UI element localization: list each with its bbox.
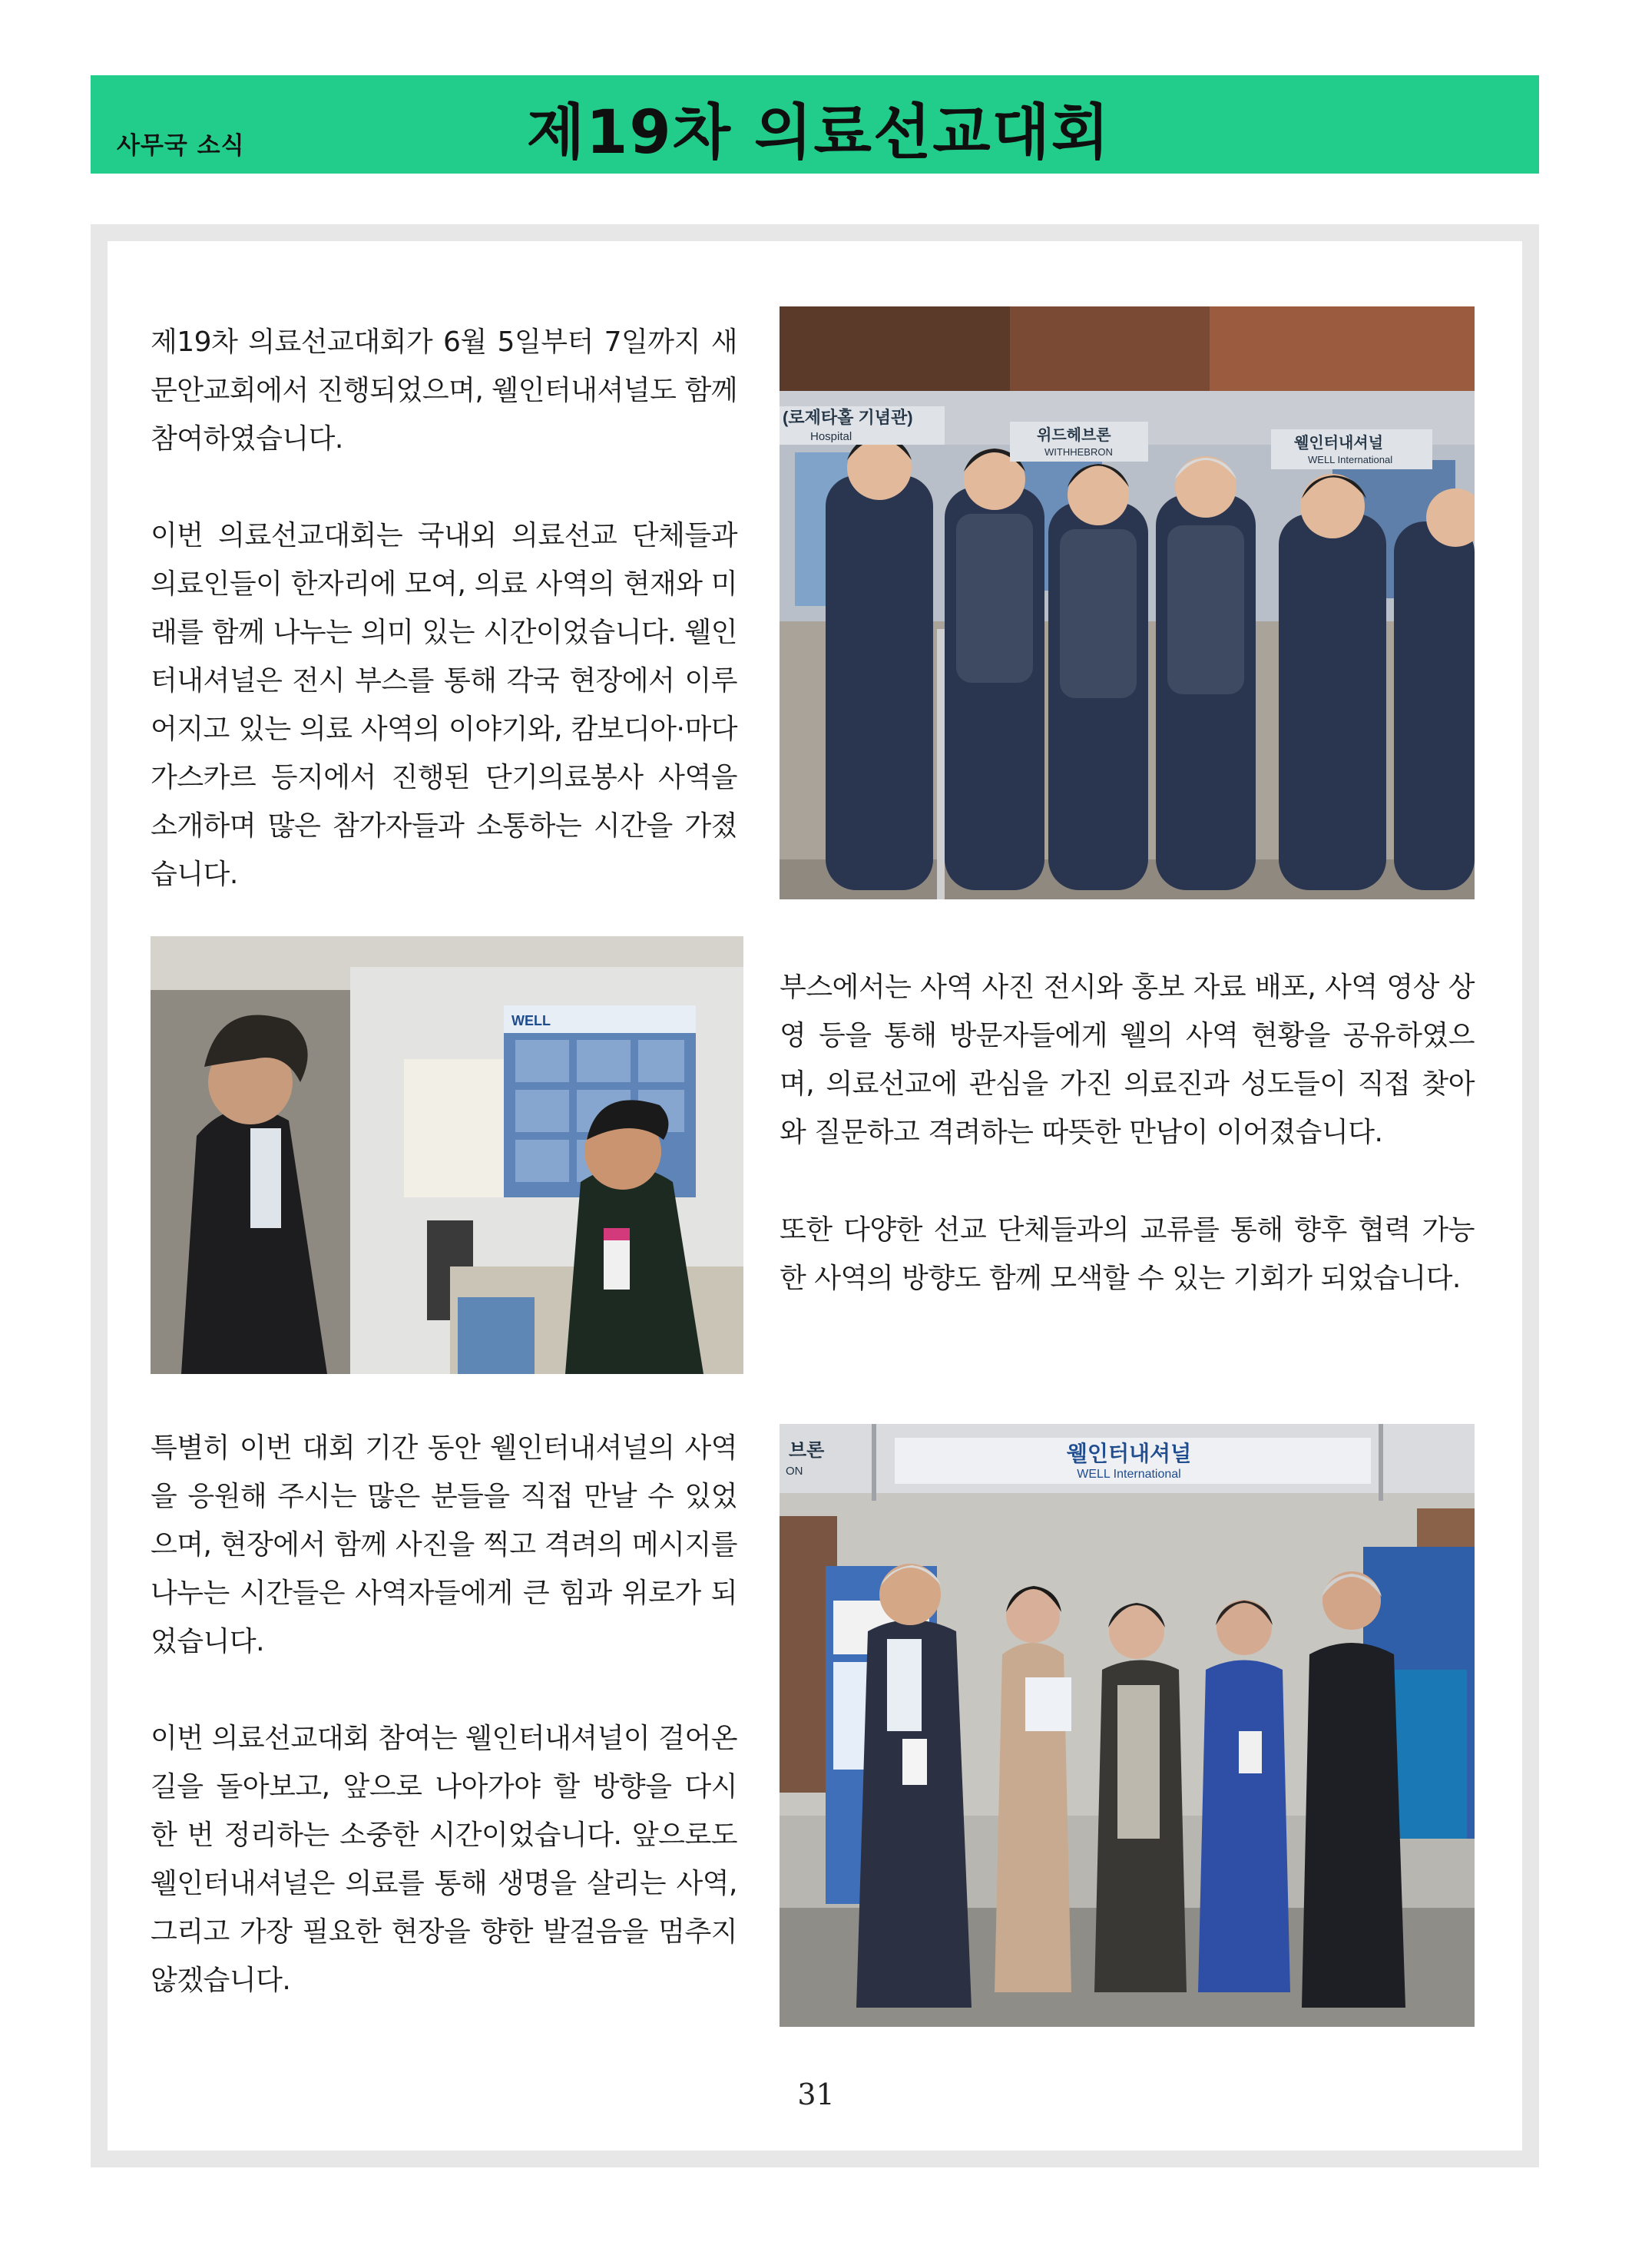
paragraph-cooperation: 또한 다양한 선교 단체들과의 교류를 통해 향후 협력 가능한 사역의 방향도 함께 모색할 수 있는 기회가 되었습니다.	[780, 1214, 1475, 1294]
poster-brand: WELL	[511, 1013, 551, 1028]
photo-group-pose-image	[780, 306, 1475, 899]
sign-rosetta-en: Hospital	[810, 430, 852, 443]
photo-booth-conversation	[151, 936, 743, 1374]
paragraph-booth: 부스에서는 사역 사진 전시와 홍보 자료 배포, 사역 영상 상영 등을 통해 방문자들에게 웰의 사역 현황을 공유하였으며, 의료선교에 관심을 가진 의료진과 성도들이 직접 찾아와 질문하고 격려하는 따뜻한 만남이 이어졌습니다.	[780, 972, 1475, 1148]
sign-well-main-ko: 웰인터내셔널	[1066, 1442, 1192, 1465]
sign-well-main-en: WELL International	[1077, 1468, 1181, 1481]
sign-withhebron-ko: 위드헤브론	[1037, 427, 1111, 444]
sign-hebron-en-partial: ON	[786, 1465, 803, 1478]
sign-rosetta-ko: (로제타홀 기념관)	[783, 408, 913, 427]
section-label: 사무국 소식	[117, 132, 245, 160]
sign-withhebron-en: WITHHEBRON	[1044, 446, 1113, 458]
content-panel	[108, 241, 1522, 2150]
paragraph-intro: 제19차 의료선교대회가 6월 5일부터 7일까지 새문안교회에서 진행되었으며, 웰인터내셔널도 함께 참여하였습니다.	[151, 326, 737, 455]
paragraph-overview: 이번 의료선교대회는 국내외 의료선교 단체들과 의료인들이 한자리에 모여, 의료 사역의 현재와 미래를 함께 나누는 의미 있는 시간이었습니다. 웰인터내셔널은 전시 부스를 통해 각국 현장에서 이루어지고 있는 의료 사역의 이야기와, 캄보디아·마다가스카르 등지에서 진행된 단기의료봉사 사역을 소개하며 많은 참가자들과 소통하는 시간을 가졌습니다.	[151, 520, 737, 890]
sign-well-en: WELL International	[1308, 454, 1393, 465]
photo-group-pose	[780, 306, 1475, 899]
sign-hebron-partial: 브론	[789, 1440, 825, 1461]
paragraph-supporters: 특별히 이번 대회 기간 동안 웰인터내셔널의 사역을 응원해 주시는 많은 분들을 직접 만날 수 있었으며, 현장에서 함께 사진을 찍고 격려의 메시지를 나누는 시간들은 사역자들에게 큰 힘과 위로가 되었습니다.	[151, 1432, 737, 1657]
photo-booth-conversation-image	[151, 936, 743, 1374]
header-bar	[91, 75, 1539, 174]
sign-well-ko: 웰인터내셔널	[1294, 435, 1383, 452]
paragraph-reflection: 이번 의료선교대회 참여는 웰인터내셔널이 걸어온 길을 돌아보고, 앞으로 나아가야 할 방향을 다시 한 번 정리하는 소중한 시간이었습니다. 앞으로도 웰인터내셔널은 의료를 통해 생명을 살리는 사역, 그리고 가장 필요한 현장을 향한 발걸음을 멈추지 않겠습니다.	[151, 1723, 737, 1996]
page-title: 제19차 의료선교대회	[526, 98, 1111, 167]
content-frame	[91, 224, 1539, 2167]
photo-well-booth-group	[780, 1424, 1475, 2027]
page-number: 31	[797, 2078, 835, 2111]
photo-well-booth-group-image	[780, 1424, 1475, 2027]
